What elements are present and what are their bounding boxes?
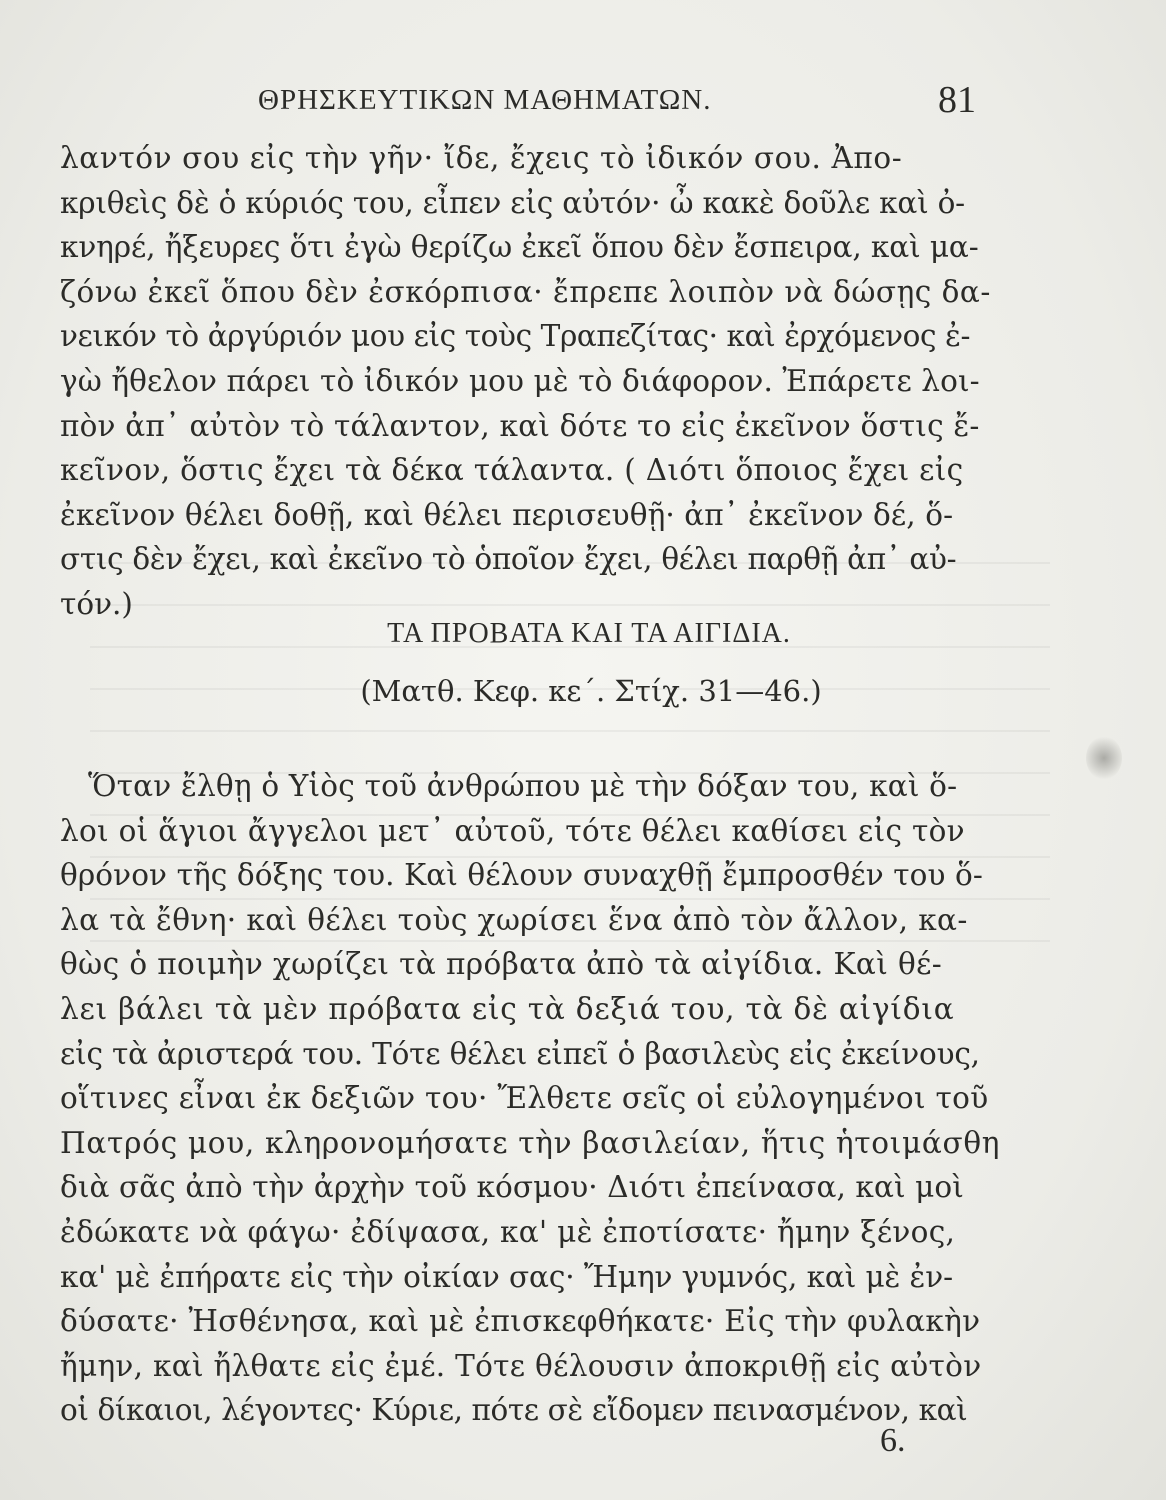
text-line: κεῖνον, ὅστις ἔχει τὰ δέκα τάλαντα. ( Διότι ὅποιος ἔχει εἰς — [60, 453, 964, 488]
text-line: ἤμην, καὶ ἤλθατε εἰς ἐμέ. Τότε θέλουσιν ἀποκριθῇ εἰς αὐτὸν — [60, 1348, 982, 1383]
text-line: θρόνον τῆς δόξης του. Καὶ θέλουν συναχθῇ ἔμπροσθέν του ὅ- — [60, 858, 983, 893]
scripture-reference-text: (Ματθ. Κεφ. κε΄. Στίχ. 31—46.) — [360, 674, 822, 708]
scripture-reference — [0, 674, 1166, 708]
text-line: λαντόν σου εἰς τὴν γῆν· ἴδε, ἔχεις τὸ ἰδικόν σου. Ἀπο- — [60, 141, 903, 175]
text-line: λα τὰ ἔθνη· καὶ θέλει τοὺς χωρίσει ἕνα ἀπὸ τὸν ἄλλον, κα- — [60, 902, 968, 937]
page-header — [0, 78, 1166, 128]
text-line: ἐκεῖνον θέλει δοθῇ, καὶ θέλει περισευθῇ· ἀπ᾽ ἐκεῖνον δέ, ὅ- — [60, 497, 954, 532]
ink-smudge — [1086, 736, 1122, 780]
text-line: εἰς τὰ ἀριστερά του. Τότε θέλει εἰπεῖ ὁ βασιλεὺς εἰς ἐκείνους, — [60, 1036, 980, 1071]
text-line: διὰ σᾶς ἀπὸ τὴν ἀρχὴν τοῦ κόσμου· Διότι ἐπείνασα, καὶ μοὶ — [60, 1170, 964, 1205]
text-line: θὼς ὁ ποιμὴν χωρίζει τὰ πρόβατα ἀπὸ τὰ αἰγίδια. Καὶ θέ- — [60, 947, 943, 982]
text-line: λοι οἱ ἅγιοι ἄγγελοι μετ᾽ αὐτοῦ, τότε θέλει καθίσει εἰς τὸν — [60, 813, 965, 848]
text-line: ἐδώκατε νὰ φάγω· ἐδίψασα, κα' μὲ ἐποτίσατε· ἤμην ξένος, — [60, 1214, 956, 1249]
signature-mark: 6. — [880, 1422, 906, 1459]
text-line: στις δὲν ἔχει, καὶ ἐκεῖνο τὸ ὁποῖον ἔχει, θέλει παρθῇ ἀπ᾽ αὐ- — [60, 542, 957, 577]
section-heading — [0, 618, 1166, 650]
body-text-top — [60, 136, 1020, 627]
section-heading-text: ΤΑ ΠΡΟΒΑΤΑ ΚΑΙ ΤΑ ΑΙΓΙΔΙΑ. — [387, 618, 791, 649]
text-line: κα' μὲ ἐπήρατε εἰς τὴν οἰκίαν σας· Ἤμην γυμνός, καὶ μὲ ἐν- — [60, 1259, 953, 1294]
text-line: κνηρέ, ἤξευρες ὅτι ἐγὼ θερίζω ἐκεῖ ὅπου δὲν ἔσπειρα, καὶ μα- — [60, 230, 979, 265]
text-line: δύσατε· Ἠσθένησα, καὶ μὲ ἐπισκεφθήκατε· Εἰς τὴν φυλακὴν — [60, 1304, 981, 1339]
text-line: οἵτινες εἶναι ἐκ δεξιῶν του· Ἔλθετε σεῖς οἱ εὐλογημένοι τοῦ — [60, 1081, 989, 1116]
text-line: πὸν ἀπ᾽ αὐτὸν τὸ τάλαντον, καὶ δότε το εἰς ἐκεῖνον ὅστις ἔ- — [60, 408, 980, 443]
text-line: γὼ ἤθελον πάρει τὸ ἰδικόν μου μὲ τὸ διάφορον. Ἐπάρετε λοι- — [60, 363, 980, 398]
body-text-bottom — [60, 764, 1020, 1433]
text-line: νεικόν τὸ ἀργύριόν μου εἰς τοὺς Τραπεζίτας· καὶ ἐρχόμενος ἐ- — [60, 319, 971, 354]
text-line: Πατρός μου, κληρονομήσατε τὴν βασιλείαν, ἥτις ἡτοιμάσθη — [60, 1125, 1001, 1160]
text-line: λει βάλει τὰ μὲν πρόβατα εἰς τὰ δεξιά του, τὰ δὲ αἰγίδια — [60, 991, 955, 1026]
running-title: ΘΡΗΣΚΕΥΤΙΚΩΝ ΜΑΘΗΜΑΤΩΝ. — [258, 84, 712, 116]
text-line: κριθεὶς δὲ ὁ κύριός του, εἶπεν εἰς αὐτόν· ὦ κακὲ δοῦλε καὶ ὀ- — [60, 185, 965, 220]
text-line: οἱ δίκαιοι, λέγοντες· Κύριε, πότε σὲ εἴδομεν πεινασμένον, καὶ — [60, 1393, 968, 1428]
page-number: 81 — [938, 79, 976, 121]
text-line: Ὅταν ἔλθῃ ὁ Υἱὸς τοῦ ἀνθρώπου μὲ τὴν δόξαν του, καὶ ὅ- — [88, 769, 958, 803]
text-line: ζόνω ἐκεῖ ὅπου δὲν ἐσκόρπισα· ἔπρεπε λοιπὸν νὰ δώσῃς δα- — [60, 274, 991, 309]
text-line: τόν.) — [60, 586, 133, 621]
